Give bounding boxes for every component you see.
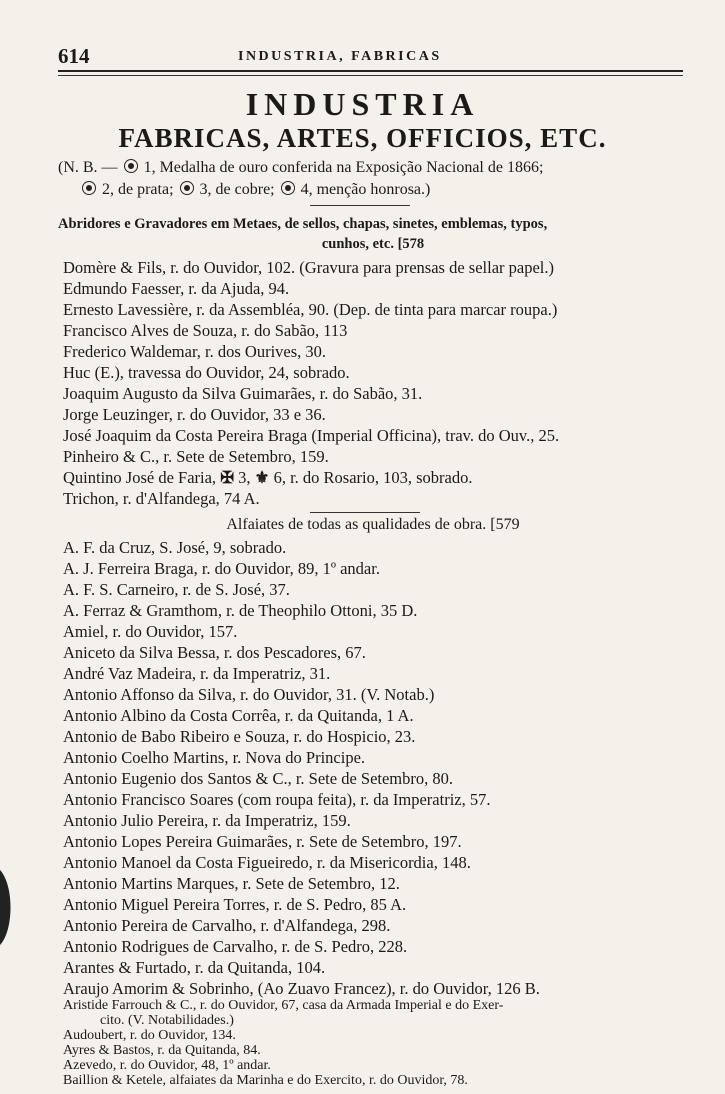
- list-item: Frederico Waldemar, r. dos Ourives, 30.: [63, 342, 327, 361]
- note-text: 4, menção honrosa.): [300, 181, 431, 198]
- list-item: Antonio Manoel da Costa Figueiredo, r. da Misericordia, 148.: [63, 853, 471, 872]
- entry-text: 3,: [238, 468, 251, 487]
- header-rule: [58, 70, 683, 72]
- list-item: Araujo Amorim & Sobrinho, (Ao Zuavo Francez), r. do Ouvidor, 126 B.: [63, 979, 540, 998]
- running-head: [58, 44, 683, 66]
- list-item: Antonio Coelho Martins, r. Nova do Principe.: [63, 748, 366, 767]
- note-text: 1, Medalha de ouro conferida na Exposição Nacional de 1866;: [143, 159, 544, 176]
- header-rule-thin: [58, 75, 683, 76]
- entry-text: 6, r. do Rosario, 103, sobrado.: [273, 468, 473, 487]
- list-item: Joaquim Augusto da Silva Guimarães, r. do Sabão, 31.: [63, 384, 423, 403]
- medal-note-line-2: [80, 179, 710, 201]
- margin-ornament-icon: [0, 870, 14, 945]
- list-item-cont: cito. (V. Notabilidades.): [100, 1013, 234, 1028]
- list-item: Amiel, r. do Ouvidor, 157.: [63, 622, 238, 641]
- section-heading-engravers-cont: cunhos, etc. [578: [321, 236, 425, 252]
- list-item: Ernesto Lavessière, r. da Assembléa, 90. (Dep. de tinta para marcar roupa.): [63, 300, 558, 319]
- list-item: Antonio Affonso da Silva, r. do Ouvidor, 31. (V. Notab.): [63, 685, 435, 704]
- list-item: Trichon, r. d'Alfandega, 74 A.: [63, 489, 260, 508]
- list-item: A. F. da Cruz, S. José, 9, sobrado.: [63, 538, 287, 557]
- entry-text: Quintino José de Faria,: [63, 468, 217, 487]
- note-text: 3, de cobre;: [199, 181, 275, 198]
- list-item: Aristide Farrouch & C., r. do Ouvidor, 67, casa da Armada Imperial e do Exer-: [63, 998, 504, 1013]
- list-item: Arantes & Furtado, r. da Quitanda, 104.: [63, 958, 326, 977]
- note-text: 2, de prata;: [102, 181, 174, 198]
- list-item: Antonio Julio Pereira, r. da Imperatriz, 159.: [63, 811, 351, 830]
- list-item: Baillion & Ketele, alfaiates da Marinha e do Exercito, r. do Ouvidor, 78.: [63, 1073, 468, 1088]
- list-item: José Joaquim da Costa Pereira Braga (Imperial Officina), trav. do Ouv., 25.: [63, 426, 560, 445]
- list-item: [63, 467, 693, 488]
- list-item: Antonio Eugenio dos Santos & C., r. Sete de Setembro, 80.: [63, 769, 454, 788]
- list-item: Audoubert, r. do Ouvidor, 134.: [63, 1028, 236, 1043]
- list-item: Jorge Leuzinger, r. do Ouvidor, 33 e 36.: [63, 405, 326, 424]
- section-divider: [310, 512, 420, 513]
- list-item: Antonio de Babo Ribeiro e Souza, r. do Hospicio, 23.: [63, 727, 416, 746]
- section-heading-tailors: Alfaiates de todas as qualidades de obra. [579: [226, 516, 520, 533]
- list-item: Edmundo Faesser, r. da Ajuda, 94.: [63, 279, 290, 298]
- medal-icon: [281, 181, 295, 195]
- list-item: A. F. S. Carneiro, r. de S. José, 37.: [63, 580, 290, 599]
- list-item: Antonio Rodrigues de Carvalho, r. de S. Pedro, 228.: [63, 937, 408, 956]
- medal-icon: [124, 159, 138, 173]
- list-item: Francisco Alves de Souza, r. do Sabão, 113: [63, 321, 348, 340]
- list-item: Antonio Albino da Costa Corrêa, r. da Quitanda, 1 A.: [63, 706, 414, 725]
- list-item: Azevedo, r. do Ouvidor, 48, 1º andar.: [63, 1058, 271, 1073]
- list-item: André Vaz Madeira, r. da Imperatriz, 31.: [63, 664, 331, 683]
- sub-title: FABRICAS, ARTES, OFFICIOS, ETC.: [118, 123, 607, 153]
- medal-note-line-1: [58, 157, 688, 179]
- section-heading-engravers: Abridores e Gravadores em Metaes, de sellos, chapas, sinetes, emblemas, typos,: [58, 216, 548, 232]
- ornament-rule: [310, 205, 410, 206]
- list-item: Pinheiro & C., r. Sete de Setembro, 159.: [63, 447, 329, 466]
- main-title: INDUSTRIA: [245, 86, 480, 122]
- list-item: Antonio Martins Marques, r. Sete de Setembro, 12.: [63, 874, 400, 893]
- list-item: Antonio Miguel Pereira Torres, r. de S. Pedro, 85 A.: [63, 895, 407, 914]
- list-item: Antonio Pereira de Carvalho, r. d'Alfandega, 298.: [63, 916, 391, 935]
- page-number: 614: [58, 44, 90, 68]
- list-item: Huc (E.), travessa do Ouvidor, 24, sobrado.: [63, 363, 350, 382]
- medal-icon: [180, 181, 194, 195]
- list-item: Antonio Lopes Pereira Guimarães, r. Sete de Setembro, 197.: [63, 832, 462, 851]
- note-text: (N. B. —: [58, 159, 118, 176]
- cross-icon: ✠: [220, 468, 235, 487]
- seal-icon: ⚜: [254, 468, 270, 487]
- list-item: A. Ferraz & Gramthom, r. de Theophilo Ottoni, 35 D.: [63, 601, 418, 620]
- list-item: Antonio Francisco Soares (com roupa feita), r. da Imperatriz, 57.: [63, 790, 491, 809]
- list-item: Domère & Fils, r. do Ouvidor, 102. (Gravura para prensas de sellar papel.): [63, 258, 554, 277]
- medal-icon: [82, 181, 96, 195]
- list-item: Aniceto da Silva Bessa, r. dos Pescadores, 67.: [63, 643, 366, 662]
- list-item: A. J. Ferreira Braga, r. do Ouvidor, 89, 1º andar.: [63, 559, 380, 578]
- list-item: Ayres & Bastos, r. da Quitanda, 84.: [63, 1043, 261, 1058]
- running-title: INDUSTRIA, FABRICAS: [238, 49, 442, 64]
